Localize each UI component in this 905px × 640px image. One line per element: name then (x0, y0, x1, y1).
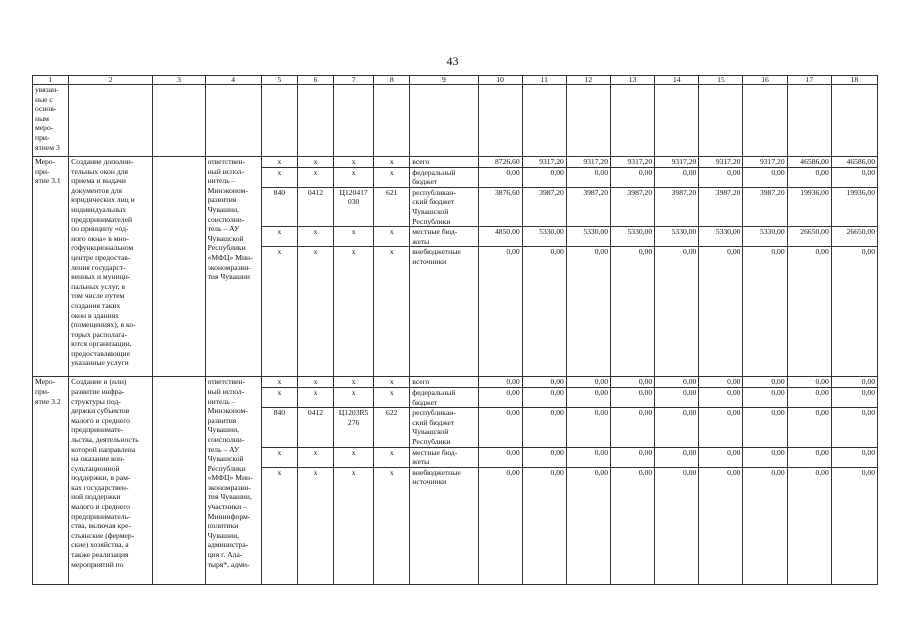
amount-cell: 0,00 (787, 467, 831, 584)
amount-cell: 0,00 (831, 387, 877, 407)
amount-cell: 0,00 (566, 447, 610, 467)
funding-source-cell: внебюджетные источники (410, 467, 478, 584)
amount-cell: 0,00 (611, 167, 655, 187)
amount-cell: 0,00 (655, 408, 699, 447)
funding-source-cell: республикан- ский бюджет Чувашской Республики (410, 408, 478, 447)
amount-cell: 0,00 (522, 408, 566, 447)
amount-cell: 0,00 (787, 167, 831, 187)
amount-cell: 0,00 (743, 167, 787, 187)
measure-description-cell: Создание дополни- тельных окон для приема и выдачи документов для юридических лиц и индивидуальных предпринимателей по принципу «од- ного окна» в мно- гофункциональном центре предостав- ления государст- венных и муници- пальных услуг, в том числе путем создания таких окон в зданиях (помещениях), в ко- торых располага- ются организации, предоставляющие указанные услуги (69, 157, 153, 377)
amount-cell: 9317,20 (655, 157, 699, 168)
funding-source-cell: местные бюд- жеты (410, 227, 478, 247)
section-code-cell: x (297, 157, 333, 168)
expense-type-cell: x (374, 247, 410, 377)
column-number-5: 5 (261, 76, 297, 85)
amount-cell: 0,00 (655, 377, 699, 388)
measure-number-cell: Меро- при- ятие 3.1 (33, 157, 69, 377)
amount-cell: 0,00 (566, 467, 610, 584)
funding-source-cell: федеральный бюджет (410, 167, 478, 187)
amount-cell: 5330,00 (566, 227, 610, 247)
continued-measure-cell: увязан- ные с основ- ным меро- при- ятием 3 (33, 85, 69, 157)
amount-cell: 46586,00 (831, 157, 877, 168)
expense-type-cell: x (374, 227, 410, 247)
amount-cell: 0,00 (566, 408, 610, 447)
target-article-cell: x (334, 227, 374, 247)
grbs-code-cell: x (261, 167, 297, 187)
budget-table (32, 75, 878, 585)
amount-cell: 26650,00 (787, 227, 831, 247)
amount-cell: 0,00 (787, 447, 831, 467)
column-number-3: 3 (153, 76, 205, 85)
target-article-cell: x (334, 447, 374, 467)
expense-type-cell: 622 (374, 408, 410, 447)
expense-type-cell: x (374, 167, 410, 187)
grbs-code-cell: x (261, 377, 297, 388)
amount-cell: 0,00 (831, 247, 877, 377)
amount-cell: 5330,00 (522, 227, 566, 247)
amount-cell: 0,00 (831, 377, 877, 388)
funding-source-cell: внебюджетные источники (410, 247, 478, 377)
funding-source-cell: местные бюд- жеты (410, 447, 478, 467)
amount-cell: 0,00 (743, 387, 787, 407)
measure-number-cell: Меро- при- ятие 3.2 (33, 377, 69, 584)
column-number-16: 16 (743, 76, 787, 85)
section-code-cell: x (297, 447, 333, 467)
amount-cell: 0,00 (699, 167, 743, 187)
amount-cell: 0,00 (478, 447, 522, 467)
amount-cell: 5330,00 (699, 227, 743, 247)
amount-cell: 0,00 (566, 167, 610, 187)
responsible-executor-cell: ответствен- ный испол- нитель – Минэконом- развития Чувашии, соисполни- тель – АУ Чувашской Республики «МФЦ» Мин- экономразви- тия Чувашии (205, 157, 261, 377)
amount-cell: 0,00 (743, 247, 787, 377)
column-number-14: 14 (655, 76, 699, 85)
section-code-cell: x (297, 227, 333, 247)
target-article-cell: Ц1203R5 276 (334, 408, 374, 447)
amount-cell: 9317,20 (611, 157, 655, 168)
amount-cell: 0,00 (787, 377, 831, 388)
column-number-2: 2 (69, 76, 153, 85)
amount-cell: 0,00 (743, 467, 787, 584)
target-article-cell: Ц120417 030 (334, 187, 374, 226)
amount-cell: 0,00 (699, 408, 743, 447)
amount-cell: 0,00 (611, 377, 655, 388)
target-article-cell: x (334, 467, 374, 584)
amount-cell: 0,00 (566, 387, 610, 407)
amount-cell: 19936,00 (787, 187, 831, 226)
amount-cell: 26650,00 (831, 227, 877, 247)
amount-cell: 0,00 (831, 467, 877, 584)
section-code-cell: x (297, 467, 333, 584)
measure-description-cell: Создание и (или) развитие инфра- структуры под- держки субъектов малого и среднего предпринимате- льства, деятельность которой направлена на оказание кон- сультационной поддержки, в рам- ках государствен- ной поддержки малого и среднего предприниматель- ства, включая кре- стьянские (фермер- ские) хозяйства, а также реализация мероприятий по (69, 377, 153, 584)
section-code-cell: x (297, 377, 333, 388)
amount-cell: 0,00 (566, 247, 610, 377)
expense-type-cell: x (374, 467, 410, 584)
expense-type-cell: x (374, 387, 410, 407)
responsible-executor-cell: ответствен- ный испол- нитель – Минэконом- развития Чувашии, соисполни- тель – АУ Чувашской Республики «МФЦ» Мин- экономразви- тия Чувашии, участники – Мининформ- политики Чувашии, администра- ция г. Ала- тыря*, адми- (205, 377, 261, 584)
amount-cell: 3987,20 (566, 187, 610, 226)
amount-cell: 0,00 (655, 387, 699, 407)
amount-cell: 46586,00 (787, 157, 831, 168)
column-number-6: 6 (297, 76, 333, 85)
column-number-11: 11 (522, 76, 566, 85)
amount-cell: 0,00 (611, 408, 655, 447)
amount-cell: 0,00 (611, 467, 655, 584)
amount-cell: 0,00 (611, 387, 655, 407)
funding-source-cell: республикан- ский бюджет Чувашской Республики (410, 187, 478, 226)
section-code-cell: x (297, 387, 333, 407)
column-number-10: 10 (478, 76, 522, 85)
column-number-1: 1 (33, 76, 69, 85)
amount-cell: 0,00 (522, 447, 566, 467)
column-number-12: 12 (566, 76, 610, 85)
target-article-cell: x (334, 167, 374, 187)
grbs-code-cell: x (261, 447, 297, 467)
grbs-code-cell: x (261, 157, 297, 168)
funding-source-cell: всего (410, 377, 478, 388)
amount-cell: 0,00 (831, 447, 877, 467)
amount-cell: 9317,20 (522, 157, 566, 168)
amount-cell: 3987,20 (611, 187, 655, 226)
amount-cell: 0,00 (611, 447, 655, 467)
column-number-4: 4 (205, 76, 261, 85)
funding-row (33, 157, 878, 168)
target-article-cell: x (334, 157, 374, 168)
amount-cell: 0,00 (478, 408, 522, 447)
section-code-cell: 0412 (297, 187, 333, 226)
column-number-13: 13 (611, 76, 655, 85)
amount-cell: 9317,20 (743, 157, 787, 168)
amount-cell: 4850,00 (478, 227, 522, 247)
amount-cell: 0,00 (522, 387, 566, 407)
amount-cell: 3987,20 (522, 187, 566, 226)
empty-column-3-cell (153, 377, 205, 584)
amount-cell: 0,00 (787, 247, 831, 377)
amount-cell: 0,00 (743, 447, 787, 467)
amount-cell: 0,00 (699, 247, 743, 377)
amount-cell: 0,00 (787, 387, 831, 407)
amount-cell: 5330,00 (743, 227, 787, 247)
amount-cell: 0,00 (522, 377, 566, 388)
amount-cell: 0,00 (699, 447, 743, 467)
funding-row (33, 377, 878, 388)
amount-cell: 0,00 (655, 447, 699, 467)
target-article-cell: x (334, 387, 374, 407)
section-code-cell: 0412 (297, 408, 333, 447)
column-number-17: 17 (787, 76, 831, 85)
amount-cell: 3987,20 (655, 187, 699, 226)
amount-cell: 0,00 (787, 408, 831, 447)
amount-cell: 19936,00 (831, 187, 877, 226)
column-number-7: 7 (334, 76, 374, 85)
funding-source-cell: всего (410, 157, 478, 168)
amount-cell: 0,00 (831, 167, 877, 187)
amount-cell: 5330,00 (655, 227, 699, 247)
amount-cell: 0,00 (655, 467, 699, 584)
target-article-cell: x (334, 247, 374, 377)
section-code-cell: x (297, 167, 333, 187)
amount-cell: 0,00 (699, 467, 743, 584)
amount-cell: 0,00 (566, 377, 610, 388)
column-number-8: 8 (374, 76, 410, 85)
amount-cell: 5330,00 (611, 227, 655, 247)
expense-type-cell: x (374, 157, 410, 168)
grbs-code-cell: x (261, 387, 297, 407)
amount-cell: 0,00 (478, 167, 522, 187)
grbs-code-cell: 840 (261, 187, 297, 226)
amount-cell: 9317,20 (566, 157, 610, 168)
column-number-row (33, 76, 878, 85)
amount-cell: 0,00 (655, 167, 699, 187)
amount-cell: 0,00 (611, 247, 655, 377)
column-number-9: 9 (410, 76, 478, 85)
amount-cell: 0,00 (699, 387, 743, 407)
amount-cell: 0,00 (522, 467, 566, 584)
amount-cell: 0,00 (743, 408, 787, 447)
amount-cell: 0,00 (743, 377, 787, 388)
grbs-code-cell: x (261, 247, 297, 377)
amount-cell: 9317,20 (699, 157, 743, 168)
column-number-18: 18 (831, 76, 877, 85)
grbs-code-cell: x (261, 467, 297, 584)
funding-source-cell: федеральный бюджет (410, 387, 478, 407)
target-article-cell: x (334, 377, 374, 388)
amount-cell: 0,00 (478, 247, 522, 377)
amount-cell: 0,00 (478, 387, 522, 407)
empty-column-3-cell (153, 157, 205, 377)
amount-cell: 0,00 (522, 167, 566, 187)
amount-cell: 0,00 (699, 377, 743, 388)
amount-cell: 0,00 (522, 247, 566, 377)
expense-type-cell: 621 (374, 187, 410, 226)
grbs-code-cell: x (261, 227, 297, 247)
amount-cell: 0,00 (655, 247, 699, 377)
amount-cell: 3987,20 (743, 187, 787, 226)
continued-row (33, 85, 878, 157)
expense-type-cell: x (374, 377, 410, 388)
grbs-code-cell: 840 (261, 408, 297, 447)
amount-cell: 0,00 (478, 377, 522, 388)
amount-cell: 8726,60 (478, 157, 522, 168)
column-number-15: 15 (699, 76, 743, 85)
expense-type-cell: x (374, 447, 410, 467)
amount-cell: 3987,20 (699, 187, 743, 226)
amount-cell: 0,00 (831, 408, 877, 447)
amount-cell: 3876,60 (478, 187, 522, 226)
section-code-cell: x (297, 247, 333, 377)
amount-cell: 0,00 (478, 467, 522, 584)
page-number: 43 (446, 54, 459, 68)
